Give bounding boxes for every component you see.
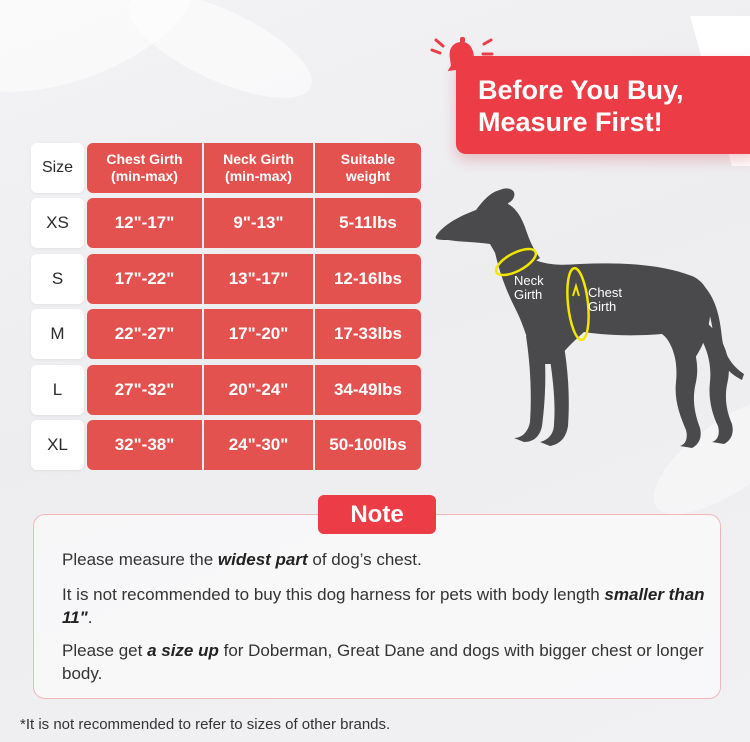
chest-cell: 12"-17" xyxy=(87,198,202,248)
banner-line-2: Measure First! xyxy=(478,107,663,137)
weight-cell: 12-16lbs xyxy=(315,254,421,304)
chest-cell: 27"-32" xyxy=(87,365,202,415)
note-emphasis: a size up xyxy=(147,641,219,660)
note-line-widest-part xyxy=(62,548,712,571)
note-text: Please measure the xyxy=(62,550,218,569)
header-neck-girth: Neck Girth (min-max) xyxy=(204,143,313,193)
note-title: Note xyxy=(318,495,436,534)
note-text: for Doberman, Great Dane and dogs with bigger chest or longer body. xyxy=(62,641,704,683)
note-line-body-length xyxy=(62,583,712,629)
weight-cell: 34-49lbs xyxy=(315,365,421,415)
background-leaf xyxy=(115,0,326,119)
note-text: Please get xyxy=(62,641,148,660)
note-text: of dog’s chest. xyxy=(307,550,422,569)
note-emphasis: smaller than 11" xyxy=(62,585,705,627)
weight-cell: 17-33lbs xyxy=(315,309,421,359)
neck-cell: 24"-30" xyxy=(204,420,313,470)
note-line-size-up xyxy=(62,639,712,685)
header-suitable-weight: Suitable weight xyxy=(315,143,421,193)
neck-cell: 13"-17" xyxy=(204,254,313,304)
note-text: It is not recommended to buy this dog harness for pets with body length xyxy=(62,585,605,604)
size-cell: L xyxy=(31,365,84,415)
note-emphasis: widest part xyxy=(217,550,308,569)
chest-cell: 22"-27" xyxy=(87,309,202,359)
neck-girth-label: Neck Girth xyxy=(514,273,544,302)
weight-cell: 5-11lbs xyxy=(315,198,421,248)
size-cell: XL xyxy=(31,420,84,470)
footnote: *It is not recommended to refer to sizes of other brands. xyxy=(20,716,391,733)
weight-cell: 50-100lbs xyxy=(315,420,421,470)
header-size: Size xyxy=(31,143,84,193)
size-cell: XS xyxy=(31,198,84,248)
neck-cell: 17"-20" xyxy=(204,309,313,359)
chest-cell: 32"-38" xyxy=(87,420,202,470)
banner-line-1: Before You Buy, xyxy=(478,75,684,105)
alarm-bell-icon xyxy=(428,34,496,82)
neck-cell: 20"-24" xyxy=(204,365,313,415)
measure-banner xyxy=(456,56,750,154)
size-cell: S xyxy=(31,254,84,304)
header-chest-girth: Chest Girth (min-max) xyxy=(87,143,202,193)
note-text: . xyxy=(87,608,93,627)
chest-cell: 17"-22" xyxy=(87,254,202,304)
dog-silhouette-illustration xyxy=(430,186,750,451)
neck-cell: 9"-13" xyxy=(204,198,313,248)
chest-girth-label: Chest Girth xyxy=(588,285,622,314)
size-cell: M xyxy=(31,309,84,359)
